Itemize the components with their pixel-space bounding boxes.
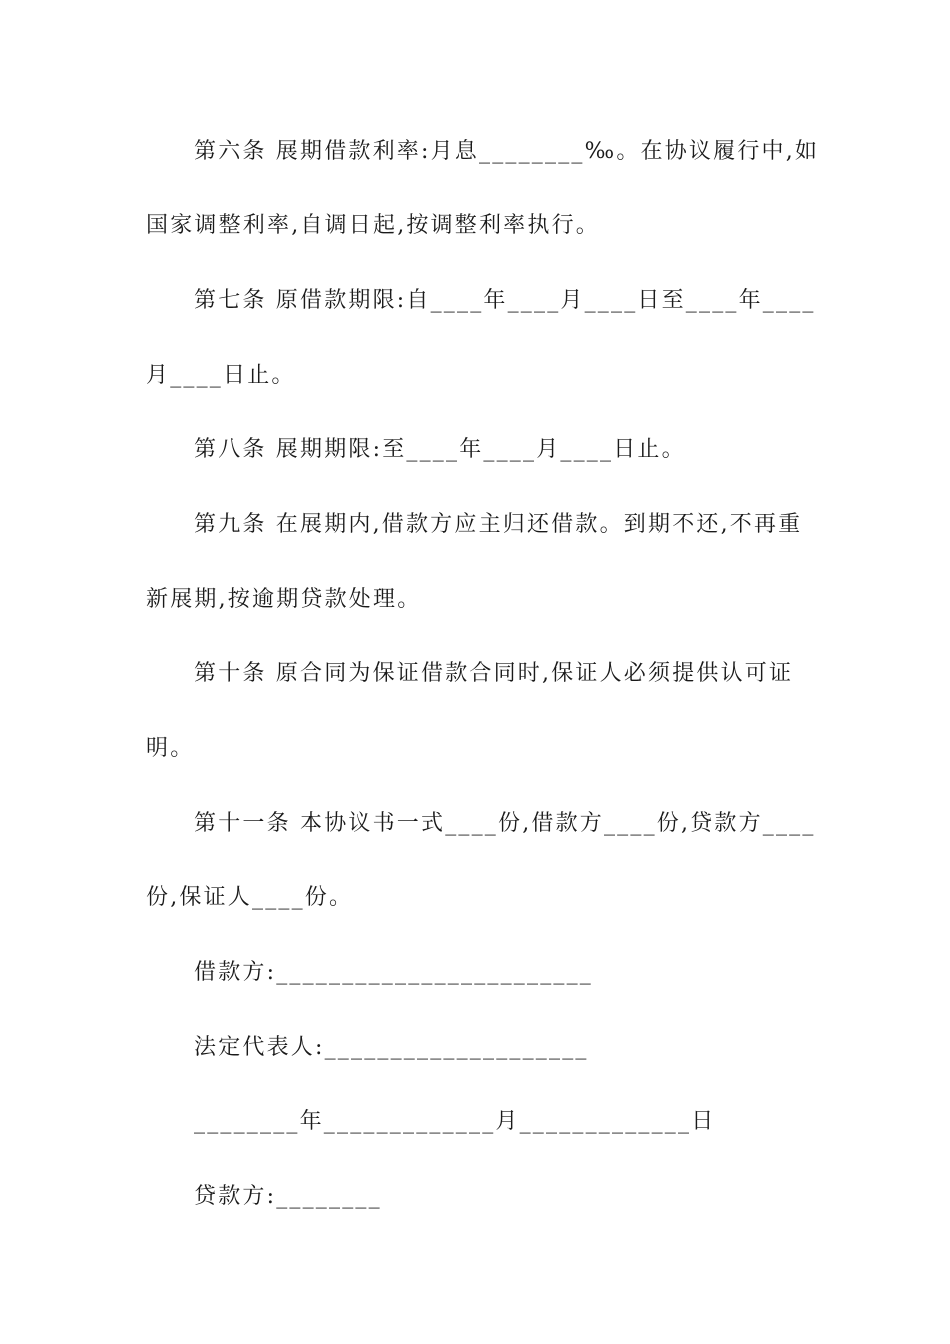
legal-representative-line: 法定代表人:____________________ [194, 1035, 589, 1060]
article-10-line-1: 第十条 原合同为保证借款合同时,保证人必须提供认可证 [194, 661, 794, 686]
article-7-line-1: 第七条 原借款期限:自____年____月____日至____年____ [194, 288, 816, 313]
article-11-line-2: 份,保证人____份。 [146, 885, 354, 910]
article-10-line-2: 明。 [146, 736, 195, 761]
lender-signature-line: 贷款方:________ [194, 1184, 382, 1209]
article-7-line-2: 月____日止。 [146, 363, 296, 388]
date-line: ________年_____________月_____________日 [194, 1109, 716, 1134]
article-8-line-1: 第八条 展期期限:至____年____月____日止。 [194, 437, 686, 462]
article-6-line-1: 第六条 展期借款利率:月息________‰。在协议履行中,如 [194, 139, 820, 164]
article-9-line-1: 第九条 在展期内,借款方应主归还借款。到期不还,不再重 [194, 512, 803, 537]
article-6-line-2: 国家调整利率,自调日起,按调整利率执行。 [146, 213, 600, 238]
borrower-signature-line: 借款方:________________________ [194, 960, 594, 985]
article-9-line-2: 新展期,按逾期贷款处理。 [146, 587, 422, 612]
article-11-line-1: 第十一条 本协议书一式____份,借款方____份,贷款方____ [194, 811, 816, 836]
